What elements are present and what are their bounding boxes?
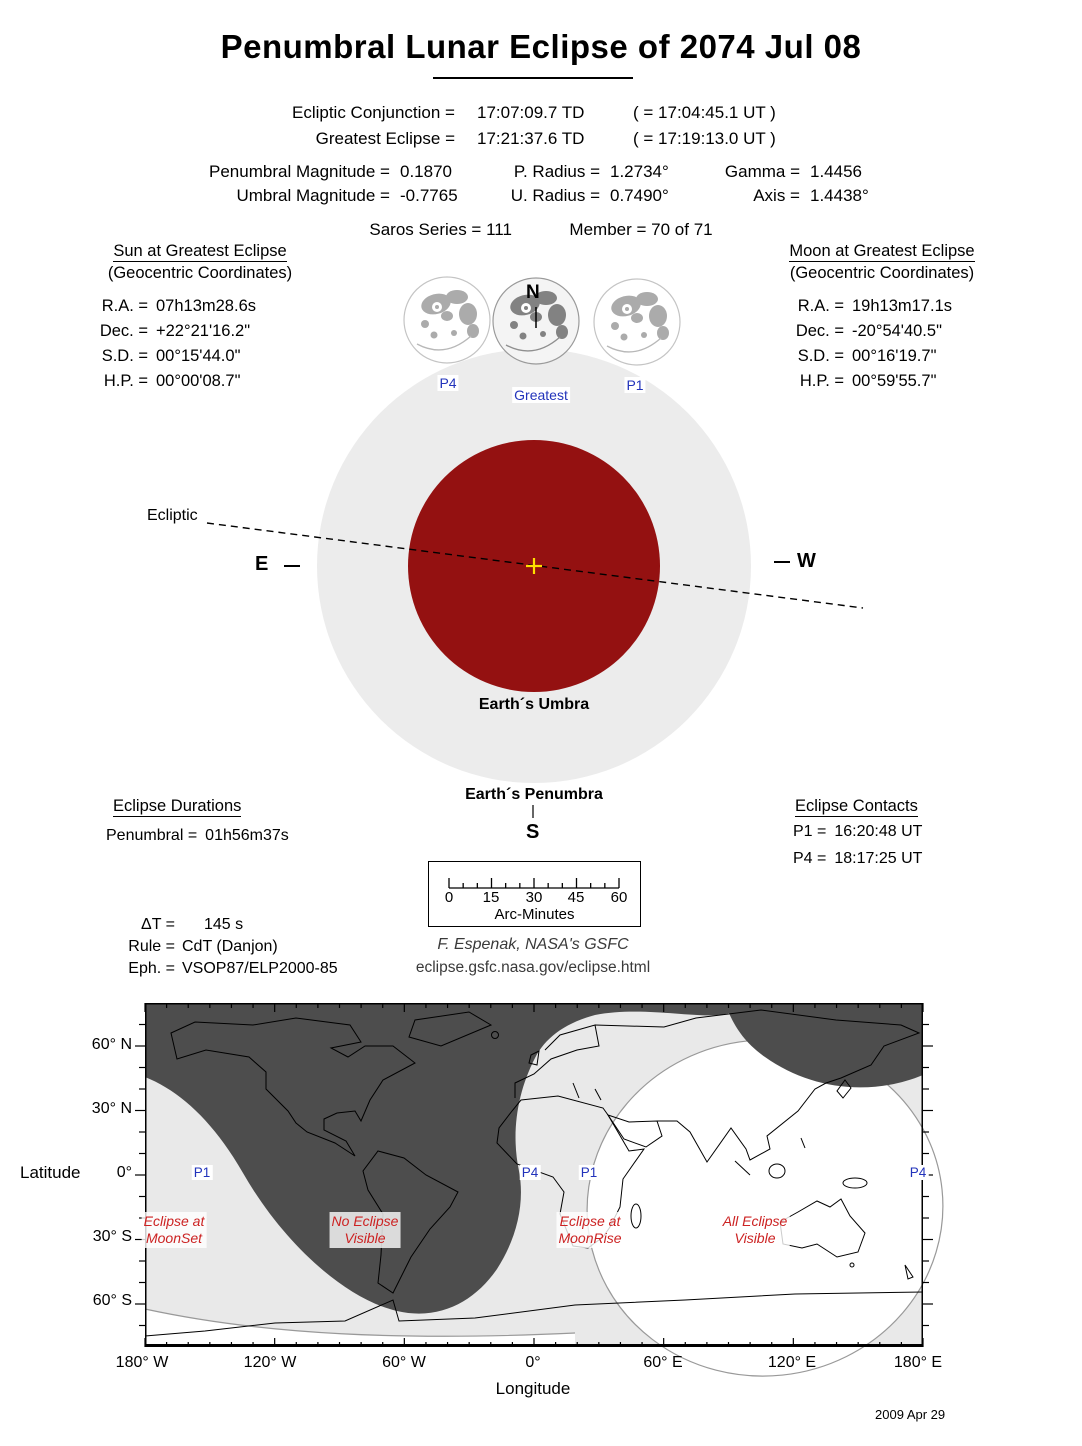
ephemeris-value: VSOP87/ELP2000-85 (182, 960, 338, 977)
moon-dec-value: -20°54'40.5" (852, 322, 942, 340)
west-label: W (797, 550, 816, 572)
eclipse-geometry-diagram (100, 260, 980, 840)
scale-tick-15: 15 (482, 889, 500, 906)
lon-tick-120e: 120° E (767, 1354, 817, 1371)
zone-label-all-eclipse-visible: All Eclipse Visible (722, 1213, 788, 1246)
moon-hp-label: H.P. = (799, 372, 844, 390)
moon-hp-value: 00°59'55.7" (852, 372, 937, 390)
sun-dec-value: +22°21'16.2" (156, 322, 251, 340)
magnitude-row-2 (150, 186, 890, 206)
lat-tick-60n: 60° N (91, 1036, 132, 1053)
scale-tick-0: 0 (444, 889, 454, 906)
scale-tick-60: 60 (610, 889, 628, 906)
axis-value: 1.4438° (810, 186, 869, 205)
zone-label-eclipse-at-moonset: Eclipse at MoonSet (143, 1213, 205, 1246)
arc-minute-scale (428, 861, 641, 927)
map-ticks-left (135, 1025, 145, 1326)
saros-member-label: Member = (569, 220, 647, 239)
moon-position-label-greatest: Greatest (514, 387, 568, 403)
page-title: Penumbral Lunar Eclipse of 2074 Jul 08 (220, 28, 862, 65)
date-stamp: 2009 Apr 29 (875, 1407, 946, 1422)
u-radius-value: 0.7490° (610, 186, 669, 205)
scale-caption: Arc-Minutes (494, 906, 575, 923)
rule-value: CdT (Danjon) (182, 938, 278, 955)
contacts-header: Eclipse Contacts (795, 797, 918, 815)
axis-label: Axis = (753, 186, 800, 205)
lon-tick-180w: 180° W (115, 1354, 169, 1371)
contact-p4-label: P4 = (793, 850, 827, 867)
penumbral-magnitude-value: 0.1870 (400, 162, 452, 181)
longitude-axis-label: Longitude (495, 1379, 571, 1398)
scale-ruler (429, 864, 640, 890)
credit-url: eclipse.gsfc.nasa.gov/eclipse.html (415, 959, 651, 976)
sun-dec-label: Dec. = (99, 322, 148, 340)
rule-row (112, 938, 278, 956)
sun-sd-label: S.D. = (101, 347, 148, 365)
saros-row (0, 220, 1082, 240)
sun-hp-value: 00°00'08.7" (156, 372, 241, 390)
contact-p4-value: 18:17:25 UT (834, 850, 923, 867)
moon-dec-label: Dec. = (795, 322, 844, 340)
conjunction-row (125, 103, 985, 123)
umbral-magnitude-label: Umbral Magnitude = (236, 186, 390, 205)
greatest-label: Greatest Eclipse = (315, 129, 455, 148)
contact-p4-row (793, 850, 922, 868)
umbra-label: Earth´s Umbra (478, 696, 590, 713)
delta-t-row (112, 916, 243, 934)
lon-tick-60e: 60° E (643, 1354, 683, 1371)
moon-sd-value: 00°16'19.7" (852, 347, 937, 365)
gamma-label: Gamma = (724, 162, 800, 181)
contact-p1-row (793, 823, 922, 841)
gamma-value: 1.4456 (810, 162, 862, 181)
ephemeris-row (112, 960, 338, 978)
south-label: S (526, 821, 540, 843)
sun-hp-label: H.P. = (103, 372, 148, 390)
contact-p1-value: 16:20:48 UT (834, 823, 923, 840)
greatest-ut-time: ( = 17:19:13.0 UT ) (633, 129, 776, 148)
lon-tick-120w: 120° W (243, 1354, 297, 1371)
greatest-td-time: 17:21:37.6 TD (477, 129, 585, 148)
conjunction-ut-time: ( = 17:04:45.1 UT ) (633, 103, 776, 122)
moon-block-header: Moon at Greatest Eclipse (789, 242, 975, 260)
moon-position-label-p1: P1 (626, 377, 644, 393)
lat-tick-30s: 30° S (92, 1228, 132, 1245)
umbral-magnitude-value: -0.7765 (400, 186, 458, 205)
moon-position-label-p4: P4 (439, 375, 457, 391)
sun-ra-label: R.A. = (101, 297, 148, 315)
sun-block-subheader: (Geocentric Coordinates) (107, 264, 293, 282)
p-radius-value: 1.2734° (610, 162, 669, 181)
saros-series-value: 111 (486, 220, 512, 239)
map-contact-label-p4-mid: P4 (521, 1165, 539, 1180)
lat-tick-60s: 60° S (92, 1292, 132, 1309)
magnitude-row-1 (150, 162, 890, 182)
moon-sd-label: S.D. = (797, 347, 844, 365)
scale-tick-30: 30 (525, 889, 543, 906)
zone-label-eclipse-at-moonrise: Eclipse at MoonRise (558, 1213, 622, 1246)
penumbral-duration-row (106, 827, 289, 845)
penumbral-magnitude-label: Penumbral Magnitude = (209, 162, 390, 181)
saros-member-value: 70 of 71 (651, 220, 713, 239)
map-contact-label-p1-west: P1 (193, 1165, 211, 1180)
lat-tick-30n: 30° N (91, 1100, 132, 1117)
moon-at-p1 (594, 279, 680, 365)
penumbra-label: Earth´s Penumbra (465, 786, 603, 803)
lon-tick-180e: 180° E (893, 1354, 943, 1371)
moon-ra-label: R.A. = (797, 297, 844, 315)
conjunction-td-time: 17:07:09.7 TD (477, 103, 585, 122)
latitude-axis-label: Latitude (20, 1163, 81, 1182)
rule-label: Rule = (128, 938, 175, 955)
ecliptic-label: Ecliptic (147, 507, 198, 524)
sun-sd-value: 00°15'44.0" (156, 347, 241, 365)
delta-t-value: 145 s (204, 916, 244, 933)
contact-p1-label: P1 = (793, 823, 827, 840)
saros-series-label: Saros Series = (369, 220, 482, 239)
delta-t-label: ΔT = (141, 916, 175, 933)
east-label: E (255, 553, 269, 575)
penumbral-duration-value: 01h56m37s (205, 827, 289, 844)
scale-tick-45: 45 (567, 889, 585, 906)
zone-label-no-eclipse: No Eclipse Visible (331, 1213, 399, 1246)
moon-at-p4 (404, 277, 490, 363)
lon-tick-0: 0° (525, 1354, 541, 1371)
lat-tick-0: 0° (116, 1164, 132, 1181)
lon-tick-60w: 60° W (382, 1354, 426, 1371)
p-radius-label: P. Radius = (513, 162, 600, 181)
credit-author: F. Espenak, NASA's GSFC (437, 936, 629, 953)
sun-block-header: Sun at Greatest Eclipse (113, 242, 287, 260)
durations-header: Eclipse Durations (113, 797, 242, 815)
conjunction-label: Ecliptic Conjunction = (291, 103, 455, 122)
u-radius-label: U. Radius = (510, 186, 600, 205)
map-contact-label-p4-east: P4 (909, 1165, 927, 1180)
moon-ra-value: 19h13m17.1s (852, 297, 952, 315)
ephemeris-label: Eph. = (128, 960, 175, 977)
title-underline (433, 77, 633, 79)
map-contact-label-p1-mid: P1 (580, 1165, 598, 1180)
moon-block-subheader: (Geocentric Coordinates) (789, 264, 975, 282)
greatest-eclipse-row (125, 129, 985, 149)
sun-ra-value: 07h13m28.6s (156, 297, 256, 315)
north-label: N (526, 282, 540, 303)
penumbral-duration-label: Penumbral = (106, 827, 198, 844)
